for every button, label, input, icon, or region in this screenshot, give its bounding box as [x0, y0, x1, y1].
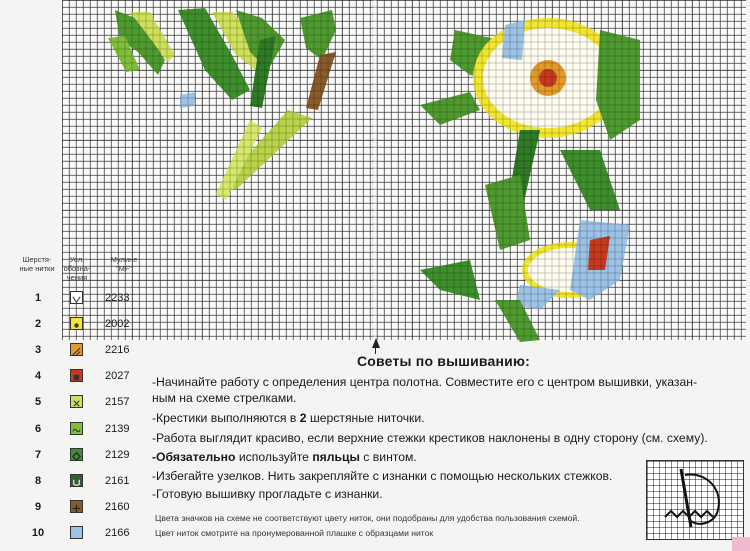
legend-row-number: 10 [31, 526, 45, 539]
tip-line-1b: ным на схеме стрелками. [152, 391, 297, 405]
legend-row [0, 496, 150, 522]
legend-row [0, 418, 150, 444]
legend-symbol-icon [70, 317, 83, 330]
legend-symbol-icon [70, 369, 83, 382]
legend-symbol-icon [70, 395, 83, 408]
legend-symbol-icon [70, 526, 83, 539]
legend-mouline-code: 2157 [105, 396, 130, 409]
needle-thread-icon [647, 461, 743, 539]
legend-row-number: 3 [34, 344, 42, 357]
legend-symbol-icon [70, 500, 83, 513]
tips-title: Советы по вышиванию: [357, 353, 531, 369]
legend-row-number: 6 [34, 422, 42, 435]
legend-mouline-code: 2166 [105, 526, 130, 539]
legend-mouline-code: 2160 [105, 500, 130, 513]
tip-line-1: -Начинайте работу с определения центра полотна. Совместите его с центром вышивки, указан- [152, 375, 698, 389]
legend-symbol-icon [70, 448, 83, 461]
legend-header-symbol: Усл. обозна-чения [63, 255, 91, 282]
legend-header-mouline: Мулине "MF" [110, 255, 138, 273]
legend-row-number: 8 [34, 474, 42, 487]
legend-row-number: 7 [34, 448, 42, 461]
legend-row [0, 391, 150, 417]
legend-row [0, 287, 150, 313]
stitch-diagram [646, 460, 744, 540]
legend-row [0, 470, 150, 496]
legend-row-number: 9 [34, 500, 42, 513]
legend-mouline-code: 2161 [105, 474, 130, 487]
legend-row-number: 5 [34, 396, 42, 409]
legend-symbol-icon [70, 291, 83, 304]
legend-symbol-icon [70, 343, 83, 356]
legend-mouline-code: 2002 [105, 318, 130, 331]
tip-line-6: -Готовую вышивку прогладьте с изнанки. [152, 487, 383, 501]
center-arrow-icon [372, 338, 380, 348]
legend-mouline-code: 2027 [105, 370, 130, 383]
legend-row-number: 4 [34, 370, 42, 383]
legend-row-number: 2 [34, 318, 42, 331]
legend-row [0, 313, 150, 339]
legend-row [0, 522, 150, 548]
legend-mouline-code: 2233 [105, 292, 130, 304]
legend-row [0, 365, 150, 391]
legend-symbol-icon [70, 422, 83, 435]
page-corner [732, 537, 750, 551]
legend-mouline-code: 2216 [105, 344, 130, 357]
tip-line-2: -Крестики выполняются в 2 шерстяные ниточки. [152, 411, 425, 425]
legend-mouline-code: 2129 [105, 448, 130, 461]
note-line-1: Цвета значков на схеме не соответствуют цвету ниток, они подобраны для удобства пользования схемой. [155, 513, 580, 523]
tip-line-3: -Работа выглядит красиво, если верхние стежки крестиков наклонены в одну сторону (см. схему). [152, 431, 708, 445]
note-line-2: Цвет ниток смотрите на пронумерованной плашке с образцами ниток [155, 528, 434, 538]
tip-line-4: -Обязательно используйте пяльцы с винтом. [152, 450, 417, 464]
legend-symbol-icon [70, 474, 83, 487]
legend-header-wool: Шерстя-ные нитки [19, 255, 55, 273]
legend-row [0, 444, 150, 470]
tip-line-5: -Избегайте узелков. Нить закрепляйте с изнанки с помощью нескольких стежков. [152, 469, 613, 483]
legend-row [0, 339, 150, 365]
legend-row-number: 1 [34, 292, 42, 304]
legend-mouline-code: 2139 [105, 422, 130, 435]
